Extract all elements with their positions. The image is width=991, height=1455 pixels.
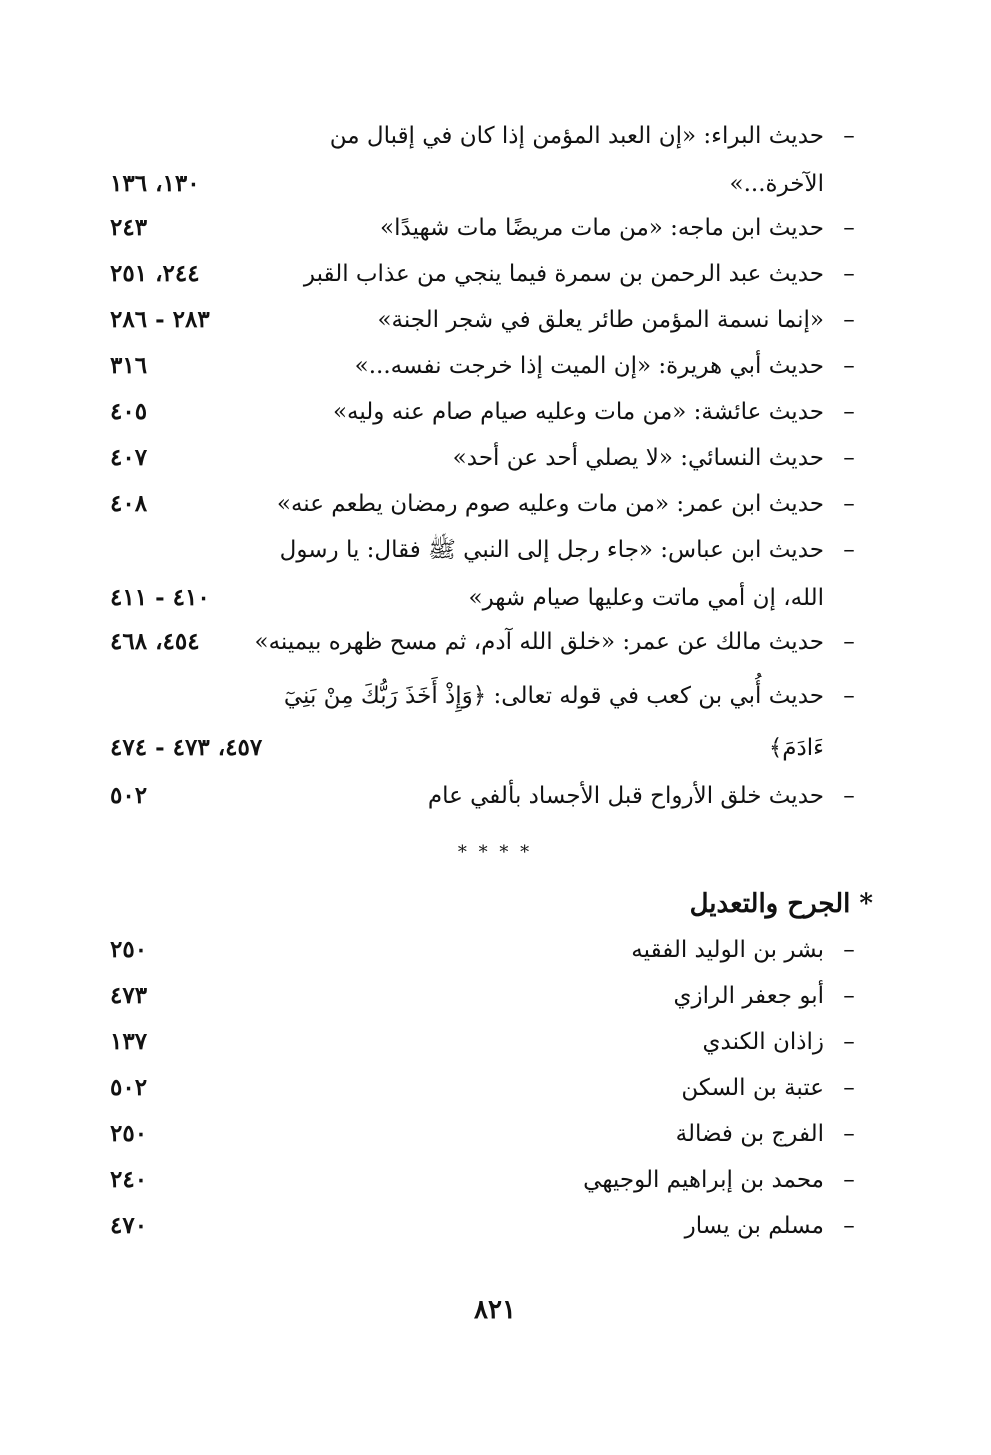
entry-dash: – (843, 1075, 855, 1101)
page-reference: ٤٥٤، ٤٦٨ (110, 628, 200, 655)
entry-text: محمد بن إبراهيم الوجيهي (583, 1167, 824, 1193)
page-reference: ٣١٦ (110, 352, 148, 379)
entry-text: حديث أُبي بن كعب في قوله تعالى: ﴿وَإِذْ أَخَذَ رَبُّكَ مِنْ بَنِيٓ (283, 683, 824, 709)
page-reference: ١٣٠، ١٣٦ (110, 170, 200, 197)
entry-line (110, 388, 860, 436)
entry-dash: – (843, 123, 855, 149)
entry-dash: – (843, 1167, 855, 1193)
page-number: ٨٢١ (474, 1295, 516, 1325)
entry-line (110, 772, 860, 820)
entry-line (110, 526, 860, 574)
entry-dash: – (843, 261, 855, 287)
entry-line (110, 724, 860, 772)
index-entry (110, 296, 860, 344)
index-entry (110, 1110, 860, 1158)
page-reference: ٢٨٣ - ٢٨٦ (110, 306, 210, 333)
entry-dash: – (843, 783, 855, 809)
page-reference: ٢٤٠ (110, 1166, 148, 1193)
page-reference: ٤٠٥ (110, 398, 148, 425)
entry-line (110, 1064, 860, 1112)
page-reference: ٢٤٤، ٢٥١ (110, 260, 200, 287)
page-reference: ٤١٠ - ٤١١ (110, 584, 210, 611)
entry-dash: – (843, 937, 855, 963)
entry-line (110, 342, 860, 390)
entry-line (110, 160, 860, 208)
entry-line (110, 434, 860, 482)
entry-text: حديث البراء: «إن العبد المؤمن إذا كان في إقبال من (329, 123, 824, 149)
entry-dash: – (843, 353, 855, 379)
entry-text: حديث عائشة: «من مات وعليه صيام صام عنه وليه» (332, 399, 824, 425)
entry-dash: – (843, 399, 855, 425)
entry-dash: – (843, 215, 855, 241)
entry-text: حديث مالك عن عمر: «خلق الله آدم، ثم مسح ظهره بيمينه» (254, 629, 824, 655)
entry-text: حديث عبد الرحمن بن سمرة فيما ينجي من عذاب القبر (303, 261, 824, 287)
entry-text: حديث ابن عباس: «جاء رجل إلى النبي ﷺ فقال: يا رسول (279, 537, 824, 563)
index-entry (110, 434, 860, 482)
index-entry (110, 926, 860, 974)
index-entry (110, 1156, 860, 1204)
index-entry (110, 672, 860, 772)
entry-dash: – (843, 683, 855, 709)
entry-dash: – (843, 1029, 855, 1055)
page-reference: ٤٠٧ (110, 444, 148, 471)
entry-text: حديث خلق الأرواح قبل الأجساد بألفي عام (427, 783, 824, 809)
entry-line (110, 574, 860, 622)
entry-text: حديث النسائي: «لا يصلي أحد عن أحد» (452, 445, 824, 471)
index-entry (110, 772, 860, 820)
section-separator: * * * * (457, 842, 533, 863)
entry-line (110, 250, 860, 298)
index-entry (110, 388, 860, 436)
entry-dash: – (843, 445, 855, 471)
entry-text: ءَادَمَ﴾ (768, 735, 824, 761)
index-entry (110, 618, 860, 666)
entry-line (110, 972, 860, 1020)
entry-dash: – (843, 983, 855, 1009)
entry-line (110, 1110, 860, 1158)
entry-dash: – (843, 1121, 855, 1147)
page-reference: ٤٠٨ (110, 490, 148, 517)
entry-dash: – (843, 1213, 855, 1239)
entry-line (110, 672, 860, 720)
section-heading: * الجرح والتعديل (689, 889, 873, 919)
index-entry (110, 112, 860, 208)
page-reference: ٢٥٠ (110, 1120, 148, 1147)
entry-line (110, 480, 860, 528)
index-entry (110, 342, 860, 390)
page-reference: ٥٠٢ (110, 782, 148, 809)
index-entry (110, 1064, 860, 1112)
entry-line (110, 204, 860, 252)
index-entry (110, 972, 860, 1020)
index-entry (110, 480, 860, 528)
entry-dash: – (843, 491, 855, 517)
page-reference: ٥٠٢ (110, 1074, 148, 1101)
entry-text: مسلم بن يسار (684, 1213, 824, 1239)
page-reference: ٤٥٧، ٤٧٣ - ٤٧٤ (110, 734, 263, 761)
entry-line (110, 1018, 860, 1066)
entry-line (110, 618, 860, 666)
entry-text: حديث ابن عمر: «من مات وعليه صوم رمضان يطعم عنه» (276, 491, 824, 517)
entry-line (110, 926, 860, 974)
entry-text: أبو جعفر الرازي (673, 983, 824, 1009)
entry-line (110, 296, 860, 344)
index-entry (110, 1018, 860, 1066)
page-reference: ٤٧٠ (110, 1212, 148, 1239)
entry-text: زاذان الكندي (702, 1029, 824, 1055)
entry-text: الفرج بن فضالة (675, 1121, 824, 1147)
page-reference: ١٣٧ (110, 1028, 148, 1055)
entry-line (110, 112, 860, 160)
entry-text: «إنما نسمة المؤمن طائر يعلق في شجر الجنة» (377, 307, 824, 333)
index-entry (110, 250, 860, 298)
entry-text: الله، إن أمي ماتت وعليها صيام شهر» (468, 585, 824, 611)
entry-text: بشر بن الوليد الفقيه (631, 937, 824, 963)
entry-dash: – (843, 629, 855, 655)
entry-line (110, 1202, 860, 1250)
index-entry (110, 526, 860, 622)
entry-dash: – (843, 537, 855, 563)
entry-text: حديث أبي هريرة: «إن الميت إذا خرجت نفسه...» (354, 353, 824, 379)
page-reference: ٤٧٣ (110, 982, 148, 1009)
entry-text: الآخرة...» (729, 171, 824, 197)
index-entry (110, 204, 860, 252)
index-entry (110, 1202, 860, 1250)
page-reference: ٢٥٠ (110, 936, 148, 963)
entry-text: حديث ابن ماجه: «من مات مريضًا مات شهيدًا» (380, 215, 824, 241)
entry-line (110, 1156, 860, 1204)
entry-text: عتبة بن السكن (681, 1075, 824, 1101)
page-reference: ٢٤٣ (110, 214, 148, 241)
entry-dash: – (843, 307, 855, 333)
